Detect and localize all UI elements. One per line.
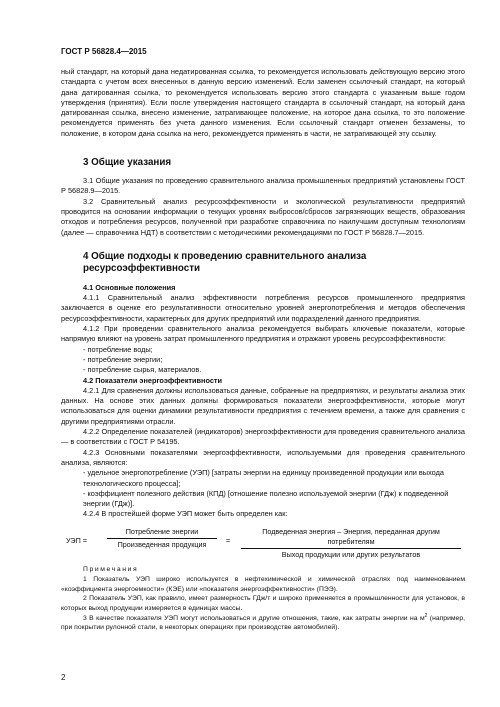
formula-equals-sign: = [226, 535, 231, 545]
uep-formula [61, 526, 465, 559]
formula-fraction-2 [241, 527, 461, 560]
paragraph-4-1-2: 4.1.2 При проведении сравнительного анализа рекомендуется выбирать ключевые показатели, которые напрямую влияют на уровень затрат промышленного предприятия и отражают уровень ресурсоэффективности: [61, 324, 465, 344]
section-3-heading: 3 Общие указания [83, 157, 172, 169]
paragraph-4-1-1: 4.1.1 Сравнительный анализ эффективности потребления ресурсов промышленного предприятия заключается в оценке его результативности относительно уровней энергопотребления и методов обеспечения ресурсоэффективности, характерных для других предприятий или подразделений данного предприятия. [61, 293, 465, 323]
paragraph-4-2-1: 4.2.1 Для сравнения должны использоваться данные, собранные на предприятиях, и результаты анализа этих данных. На основе этих данных должны формироваться показатели энергоэффективности, которые могут использоваться для оценки динамики результативности предприятия с течением времени, а также для сравнения с другими предприятиями отрасли. [61, 385, 465, 426]
list-item: - потребление энергии; [83, 355, 465, 365]
formula-lhs: УЭП = [66, 535, 87, 545]
note-3-superscript: 2 [424, 612, 428, 619]
page-number: 2 [61, 673, 66, 682]
paragraph-4-2-3: 4.2.3 Основными показателями энергоэффективности, используемыми для проведения сравнительного анализа, являются: [61, 447, 465, 467]
formula-fraction-1 [107, 527, 217, 550]
fraction-1-denominator: Произведенная продукция [117, 539, 207, 549]
note-2: 2 Показатель УЭП, как правило, имеет размерность ГДж/т и широко применяется в промышленности для установок, в которых выход продукции измеряется в единицах массы. [61, 595, 465, 613]
list-item: - удельное энергопотребление (УЭП) [затраты энергии на единицу произведенной продукции или выхода технологического процесса]; [83, 468, 465, 489]
section-4-heading: 4 Общие подходы к проведению сравнительного анализа ресурсоэффективности [83, 250, 367, 274]
document-body [61, 67, 465, 633]
resource-indicator-list [61, 345, 465, 376]
paragraph-4-2-2: 4.2.2 Определение показателей (индикаторов) энергоэффективности для проведения сравнительного анализа — в соответствии с ГОСТ Р 54195. [61, 427, 465, 447]
list-item: - потребление сырья, материалов. [83, 365, 465, 375]
notes-block [61, 565, 465, 633]
intro-paragraph: ный стандарт, на который дана недатированная ссылка, то рекомендуется использовать действующую версию этого стандарта с учетом всех внесенных в данную версию изменений. Если заменен ссылочный стандарт, на который дана датированная ссылка, то рекомендуется использовать версию этого стандарта с указанным выше годом утверждения (принятия). Если после утверждения настоящего стандарта в ссылочный стандарт, на который дана датированная ссылка, внесено изменение, затрагивающее положение, на которое дана ссылка, то это положение рекомендуется применять без учета данного изменения. Если ссылочный стандарт отменен беззамены, то положение, в котором дана ссылка на него, рекомендуется применять в части, не затрагивающей эту ссылку. [61, 67, 465, 138]
energy-indicator-list [61, 468, 465, 509]
fraction-1-numerator: Потребление энергии [107, 527, 217, 539]
paragraph-3-1: 3.1 Общие указания по проведению сравнительного анализа промышленных предприятий установлены ГОСТ Р 56828.9—2015. [61, 176, 465, 196]
paragraph-4-2-4: 4.2.4 В простейшей форме УЭП может быть определен как: [83, 509, 288, 519]
section-4-1-heading: 4.1 Основные положения [83, 282, 176, 292]
fraction-2-numerator: Подведенная энергия – Энергия, переданная другим потребителям [241, 527, 461, 549]
list-item: - коэффициент полезного действия (КПД) [отношение полезно используемой энергии (ГДж) к подведенной энергии (ГДж)]. [83, 489, 465, 510]
note-1: 1 Показатель УЭП широко используется в нефтехимической и химической отраслях под наименованием «коэффициента энергоемкости» (КЭЕ) или «показателя энергоэффективности» (ПЭЭ). [61, 576, 465, 593]
notes-title: Примечания [83, 565, 139, 573]
paragraph-3-2: 3.2 Сравнительный анализ ресурсоэффективности и экологической результативности предприятий проводится на основании информации о текущих уровнях выбросов/сбросов загрязняющих веществ, образования отходов и потребления ресурсов, полученной при разработке справочника по наилучшим доступным технологиям (далее — справочника НДТ) в соответствии с методическими рекомендациями по ГОСТ Р 56828.7—2015. [61, 196, 465, 237]
note-3 [61, 614, 465, 633]
note-3-text: 3 В качестве показателя УЭП могут использоваться и другие отношения, такие, как затраты энергии на м [83, 614, 425, 622]
note-3-text-end: (например, при покрытии рулонной стали, в некоторых операциях при производстве автомобилей). [61, 614, 465, 632]
section-4-2-heading: 4.2 Показатели энергоэффективности [83, 375, 223, 385]
list-item: - потребление воды; [83, 345, 465, 355]
fraction-2-denominator: Выход продукции или других результатов [281, 549, 421, 559]
document-header: ГОСТ Р 56828.4—2015 [61, 47, 147, 56]
